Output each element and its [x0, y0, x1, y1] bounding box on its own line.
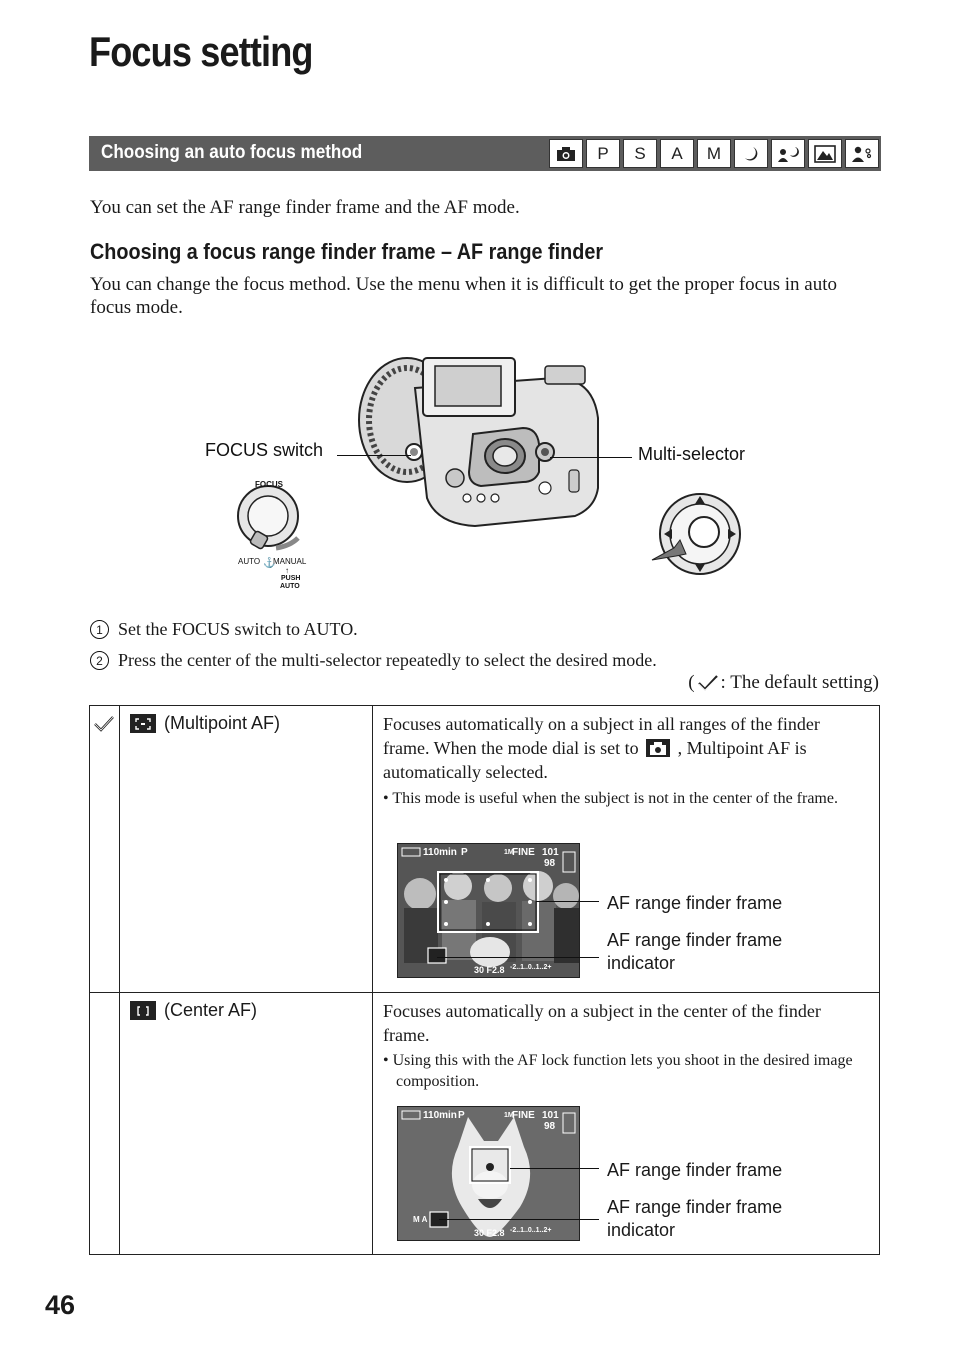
af-mode-table [89, 705, 880, 1255]
step-1 [90, 619, 358, 640]
step-2-number: 2 [90, 651, 109, 670]
intro-text: You can set the AF range finder frame and the AF mode. [90, 197, 520, 218]
multipoint-af-name: (Multipoint AF) [164, 713, 281, 733]
dial-focus-label: FOCUS [255, 480, 283, 489]
lcd-mode-left: M A [413, 1215, 428, 1224]
af-range-indicator-callout: AF range finder frame indicator [607, 1197, 783, 1240]
lcd-screen-center [397, 1106, 580, 1241]
step-2 [90, 650, 657, 671]
lcd-shutter-aperture: 30 F2.8 [474, 965, 505, 975]
mode-a-icon: A [660, 139, 694, 168]
checkmark-icon [93, 714, 115, 734]
multipoint-af-description-part2: , Multipoint AF is automatically selected. [383, 738, 807, 782]
step-1-text: Set the FOCUS switch to AUTO. [118, 619, 358, 639]
multipoint-af-description-part1: Focuses automatically on a subject in all ranges of the finder frame. When the mode dial is set to [383, 714, 820, 758]
subheading: Choosing a focus range finder frame – AF range finder [90, 239, 604, 264]
lcd-shutter-aperture: 30 F2.8 [474, 1228, 505, 1238]
focus-switch-leader [337, 455, 411, 456]
default-note-open: ( [688, 672, 695, 693]
lcd-mode: P [458, 1110, 465, 1121]
mode-s-icon: S [623, 139, 657, 168]
table-row-multipoint [90, 706, 879, 993]
lcd-folder: 101 [542, 847, 559, 858]
step-2-text: Press the center of the multi-selector repeatedly to select the desired mode. [118, 650, 657, 670]
page-number: 46 [45, 1290, 76, 1320]
lcd-ev-scale: -2..1..0..1..2+ [510, 964, 552, 971]
multi-selector-illustration [648, 488, 744, 580]
multipoint-af-bullet: • This mode is useful when the subject is not in the center of the frame. [383, 790, 838, 807]
lcd-mode: P [461, 847, 468, 858]
center-af-icon [130, 1001, 156, 1020]
center-af-description: Focuses automatically on a subject in the center of the finder frame. [383, 1001, 821, 1045]
camera-auto-icon [646, 739, 670, 757]
step-1-number: 1 [90, 620, 109, 639]
multipoint-af-description [383, 712, 869, 784]
af-range-indicator-callout: AF range finder frame indicator [607, 930, 783, 973]
default-note-text: : The default setting) [720, 672, 879, 693]
multi-selector-leader [550, 457, 632, 458]
af-range-frame-callout: AF range finder frame [607, 893, 783, 913]
lcd-size: 1M [504, 849, 514, 856]
multipoint-af-icon [130, 714, 156, 733]
lcd-folder: 101 [542, 1110, 559, 1121]
center-af-bullet: • Using this with the AF lock function lets you shoot in the desired image composition. [383, 1052, 853, 1090]
center-af-name: (Center AF) [164, 1000, 258, 1020]
lcd-ev-scale: -2..1..0..1..2+ [510, 1227, 552, 1234]
twilight-icon [734, 139, 768, 168]
camera-auto-icon [549, 139, 583, 168]
lcd-count: 98 [544, 1121, 556, 1132]
mode-icon-strip [549, 139, 879, 168]
lcd-quality: FINE [512, 1110, 535, 1121]
section-title: Choosing an auto focus method [101, 142, 363, 163]
dial-up-arrow-icon: ↑ [285, 566, 289, 575]
focus-switch-label: FOCUS switch [205, 440, 324, 460]
table-row-center [90, 993, 879, 1254]
twilight-portrait-icon [771, 139, 805, 168]
mode-p-icon: P [586, 139, 620, 168]
checkmark-icon [697, 674, 719, 692]
body-text: You can change the focus method. Use the menu when it is difficult to get the proper focus in auto focus mode. [90, 274, 837, 318]
dial-auto-label: AUTO [238, 557, 261, 566]
anchor-icon: ⚓ [263, 558, 276, 569]
dial-manual-label: MANUAL [273, 557, 307, 566]
mode-m-icon: M [697, 139, 731, 168]
center-af-label [130, 1000, 257, 1021]
section-header-bar [89, 136, 881, 171]
lcd-battery-time: 110min [423, 1110, 457, 1121]
soft-snap-icon [845, 139, 879, 168]
af-range-frame-callout: AF range finder frame [607, 1160, 783, 1180]
focus-dial-illustration [228, 478, 313, 553]
lcd-count: 98 [544, 858, 556, 869]
multipoint-af-label [130, 713, 280, 734]
lcd-quality: FINE [512, 847, 535, 858]
page-title: Focus setting [89, 28, 313, 75]
camera-illustration [355, 348, 605, 528]
default-setting-note [688, 672, 879, 694]
lcd-size: 1M [504, 1112, 514, 1119]
lcd-battery-time: 110min [423, 847, 457, 858]
multi-selector-label: Multi-selector [638, 444, 746, 464]
dial-push-auto-label: AUTO [280, 583, 300, 590]
dial-push-label: PUSH [281, 575, 301, 582]
landscape-icon [808, 139, 842, 168]
